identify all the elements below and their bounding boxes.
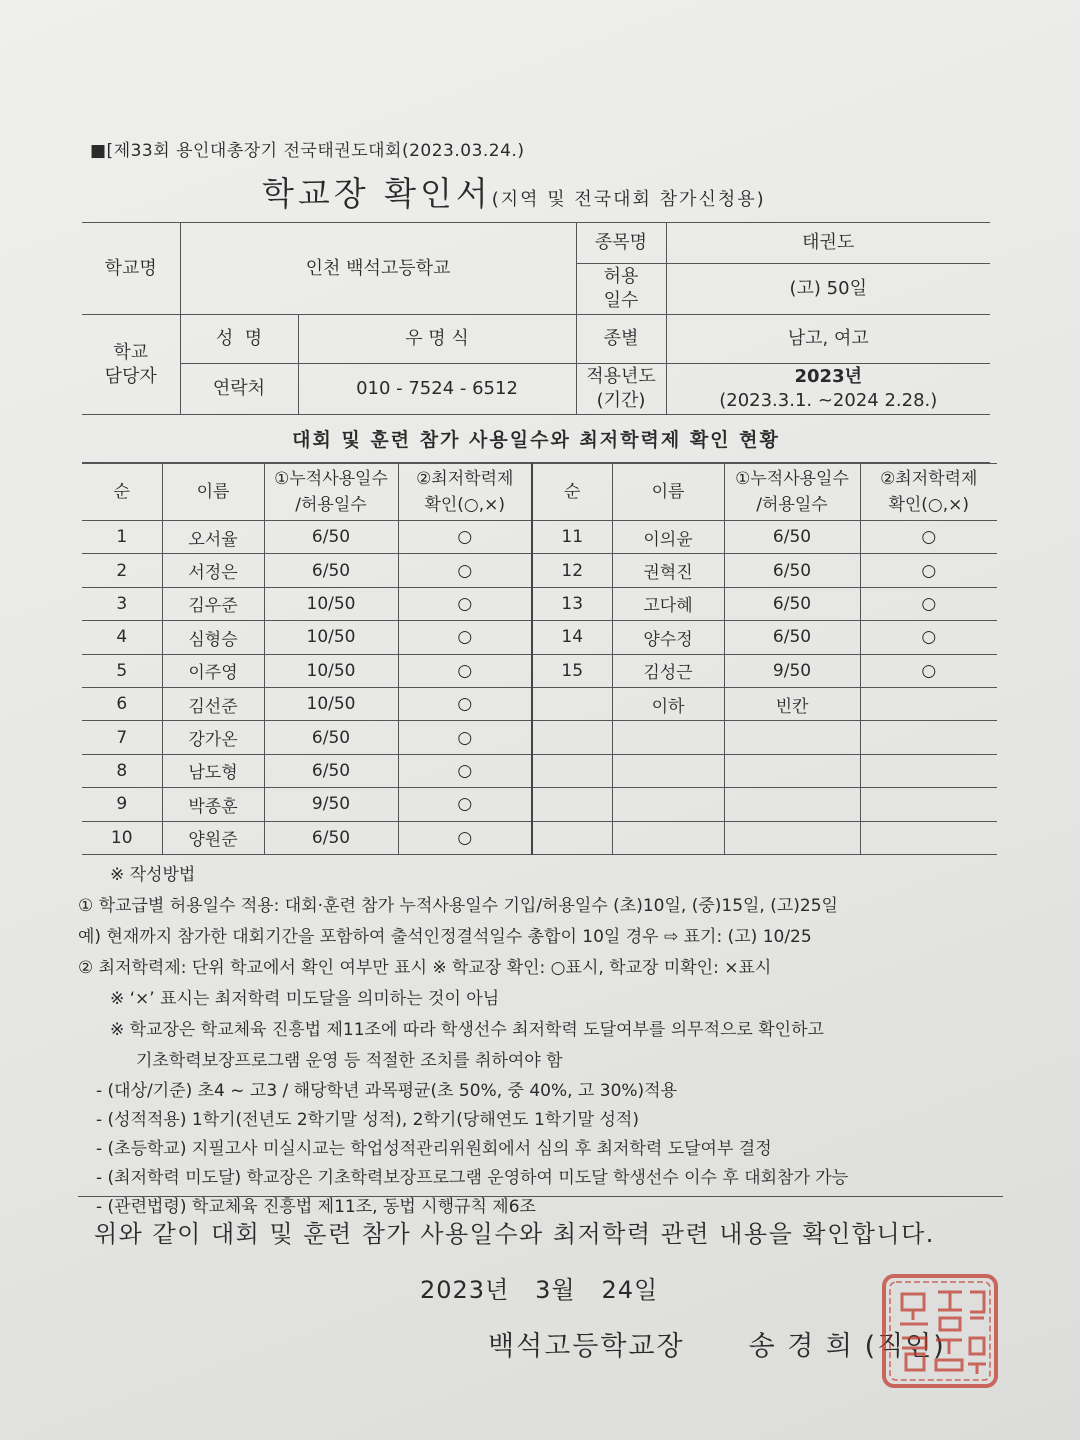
row-days: 10/50 xyxy=(264,621,398,654)
note-2-a: ※ ‘×’ 표시는 최저학력 미도달을 의미하는 것이 아님 xyxy=(110,989,500,1009)
note-dash-2: - (성적적용) 1학기(전년도 2학기말 성적), 2학기(당해연도 1학기말 성적) xyxy=(96,1110,639,1130)
row-no: 2 xyxy=(82,554,162,587)
allowed-days-value: (고) 50일 xyxy=(666,264,990,315)
competition-header: ■[제33회 용인대총장기 전국태권도대회(2023.03.24.) xyxy=(90,141,525,161)
year-label: 적용년도 (기간) xyxy=(576,364,666,415)
note-2-b-cont: 기초학력보장프로그램 운영 등 적절한 조치를 취하여야 함 xyxy=(136,1051,563,1071)
row-check xyxy=(860,721,997,754)
row-no xyxy=(532,721,612,754)
row-days: 6/50 xyxy=(724,621,860,654)
confirmation-statement: 위와 같이 대회 및 훈련 참가 사용일수와 최저학력 관련 내용을 확인합니다. xyxy=(94,1220,935,1248)
row-check: ○ xyxy=(398,554,532,587)
note-1-example: 예) 현재까지 참가한 대회기간을 포함하여 출석인정결석일수 총합이 10일 경우 ⇨ 표기: (고) 10/25 xyxy=(78,927,812,947)
row-check xyxy=(860,754,997,787)
row-days: 6/50 xyxy=(264,821,398,854)
title-main: 학교장 확인서 xyxy=(262,174,492,213)
row-check: ○ xyxy=(398,687,532,720)
row-check: ○ xyxy=(398,521,532,554)
row-check: ○ xyxy=(860,621,997,654)
year-value: 2023년 xyxy=(794,366,862,387)
header-check: ②최저학력제 확인(○,×) xyxy=(398,464,532,521)
row-check: ○ xyxy=(398,721,532,754)
row-no: 8 xyxy=(82,754,162,787)
name-label: 성 명 xyxy=(180,315,298,364)
header-name: 이름 xyxy=(162,464,264,521)
notes-heading: ※ 작성방법 xyxy=(110,865,196,885)
note-dash-4: - (최저학력 미도달) 학교장은 기초학력보장프로그램 운영하여 미도달 학생선수 이수 후 대회참가 가능 xyxy=(96,1168,849,1188)
school-seal-stamp xyxy=(876,1268,1004,1394)
row-name: 남도형 xyxy=(162,754,264,787)
row-check xyxy=(860,821,997,854)
row-name: 양원준 xyxy=(162,821,264,854)
principal-title: 백석고등학교장 xyxy=(488,1331,685,1362)
roster-table xyxy=(82,463,997,855)
row-name: 이의윤 xyxy=(612,521,724,554)
row-days: 6/50 xyxy=(264,754,398,787)
row-name: 오서율 xyxy=(162,521,264,554)
row-days: 6/50 xyxy=(724,587,860,620)
table-row xyxy=(82,821,997,854)
contact-label: 연락처 xyxy=(180,364,298,415)
note-2: ② 최저학력제: 단위 학교에서 확인 여부만 표시 ※ 학교장 확인: ○표시, 학교장 미확인: ×표시 xyxy=(78,958,772,978)
note-2-b: ※ 학교장은 학교체육 진흥법 제11조에 따라 학생선수 최저학력 도달여부를 의무적으로 확인하고 xyxy=(110,1020,824,1040)
row-days xyxy=(724,788,860,821)
name-value: 우 명 식 xyxy=(298,315,576,364)
row-check xyxy=(860,687,997,720)
header-no: 순 xyxy=(532,464,612,521)
table-row xyxy=(82,521,997,554)
row-name: 고다혜 xyxy=(612,587,724,620)
row-name: 심형승 xyxy=(162,621,264,654)
row-days: 6/50 xyxy=(264,521,398,554)
row-no: 9 xyxy=(82,788,162,821)
row-days xyxy=(724,754,860,787)
header-name: 이름 xyxy=(612,464,724,521)
row-name: 이하 xyxy=(612,687,724,720)
row-name xyxy=(612,721,724,754)
table-row xyxy=(82,554,997,587)
note-dash-3: - (초등학교) 지필고사 미실시교는 학업성적관리위원회에서 심의 후 최저학력 도달여부 결정 xyxy=(96,1139,772,1159)
row-name: 양수정 xyxy=(612,621,724,654)
row-check: ○ xyxy=(398,754,532,787)
note-dash-1: - (대상/기준) 초4 ~ 고3 / 해당학년 과목평균(초 50%, 중 40%, 고 30%)적용 xyxy=(96,1081,678,1101)
row-no: 10 xyxy=(82,821,162,854)
row-days: 6/50 xyxy=(264,721,398,754)
school-value: 인천 백석고등학교 xyxy=(180,223,576,315)
header-days: ①누적사용일수 /허용일수 xyxy=(724,464,860,521)
header-check: ②최저학력제 확인(○,×) xyxy=(860,464,997,521)
writing-instructions xyxy=(78,860,1003,1222)
row-name xyxy=(612,754,724,787)
year-cell xyxy=(666,364,990,415)
row-no: 4 xyxy=(82,621,162,654)
seal-label: (직인) xyxy=(864,1331,946,1362)
table-row xyxy=(82,788,997,821)
event-label: 종목명 xyxy=(576,223,666,264)
table-row xyxy=(82,621,997,654)
document-title xyxy=(262,168,766,215)
section-title: 대회 및 훈련 참가 사용일수와 최저학력제 확인 현황 xyxy=(82,418,990,463)
roster-header-row xyxy=(82,464,997,521)
row-name xyxy=(612,821,724,854)
row-no: 12 xyxy=(532,554,612,587)
row-check: ○ xyxy=(398,587,532,620)
row-days: 10/50 xyxy=(264,687,398,720)
manager-label: 학교 담당자 xyxy=(82,315,180,415)
row-name: 이주영 xyxy=(162,654,264,687)
allowed-days-label: 허용 일수 xyxy=(576,264,666,315)
row-days: 9/50 xyxy=(724,654,860,687)
contact-value: 010 - 7524 - 6512 xyxy=(298,364,576,415)
row-no: 11 xyxy=(532,521,612,554)
table-row xyxy=(82,754,997,787)
table-row xyxy=(82,654,997,687)
row-days: 9/50 xyxy=(264,788,398,821)
row-no: 5 xyxy=(82,654,162,687)
row-no xyxy=(532,788,612,821)
row-check: ○ xyxy=(860,521,997,554)
row-no: 15 xyxy=(532,654,612,687)
row-no: 3 xyxy=(82,587,162,620)
row-name: 박종훈 xyxy=(162,788,264,821)
row-no: 6 xyxy=(82,687,162,720)
row-days: 10/50 xyxy=(264,587,398,620)
event-value: 태권도 xyxy=(666,223,990,264)
school-label: 학교명 xyxy=(82,223,180,315)
row-name: 권혁진 xyxy=(612,554,724,587)
header-days: ①누적사용일수 /허용일수 xyxy=(264,464,398,521)
row-no xyxy=(532,687,612,720)
period-value: (2023.3.1. ~2024 2.28.) xyxy=(719,390,938,411)
row-check: ○ xyxy=(398,788,532,821)
row-no: 1 xyxy=(82,521,162,554)
header-no: 순 xyxy=(82,464,162,521)
title-sub: (지역 및 전국대회 참가신청용) xyxy=(491,189,766,210)
row-days: 빈칸 xyxy=(724,687,860,720)
row-check: ○ xyxy=(860,554,997,587)
row-days: 6/50 xyxy=(264,554,398,587)
row-name xyxy=(612,788,724,821)
category-value: 남고, 여고 xyxy=(666,315,990,364)
issue-date: 2023년 3월 24일 xyxy=(420,1276,659,1304)
seal-glyphs xyxy=(900,1292,986,1374)
table-row xyxy=(82,721,997,754)
row-check xyxy=(860,788,997,821)
row-days: 6/50 xyxy=(724,521,860,554)
table-row xyxy=(82,587,997,620)
row-no: 13 xyxy=(532,587,612,620)
row-name: 김우준 xyxy=(162,587,264,620)
row-no: 7 xyxy=(82,721,162,754)
row-name: 강가온 xyxy=(162,721,264,754)
row-days: 10/50 xyxy=(264,654,398,687)
note-dash-5: - (관련법령) 학교체육 진흥법 제11조, 동법 시행규칙 제6조 xyxy=(96,1197,536,1217)
row-days: 6/50 xyxy=(724,554,860,587)
row-name: 김선준 xyxy=(162,687,264,720)
note-1: ① 학교급별 허용일수 적용: 대회·훈련 참가 누적사용일수 기입/허용일수 (초)10일, (중)15일, (고)25일 xyxy=(78,896,838,916)
category-label: 종별 xyxy=(576,315,666,364)
row-check: ○ xyxy=(398,654,532,687)
row-no xyxy=(532,821,612,854)
row-check: ○ xyxy=(398,621,532,654)
row-no: 14 xyxy=(532,621,612,654)
row-check: ○ xyxy=(860,654,997,687)
row-days xyxy=(724,821,860,854)
school-info-table xyxy=(82,222,990,415)
divider xyxy=(78,1196,1003,1197)
row-no xyxy=(532,754,612,787)
row-name: 김성근 xyxy=(612,654,724,687)
row-check: ○ xyxy=(398,821,532,854)
table-row xyxy=(82,687,997,720)
row-name: 서정은 xyxy=(162,554,264,587)
row-check: ○ xyxy=(860,587,997,620)
principal-name: 송 경 희 xyxy=(748,1331,854,1362)
row-days xyxy=(724,721,860,754)
